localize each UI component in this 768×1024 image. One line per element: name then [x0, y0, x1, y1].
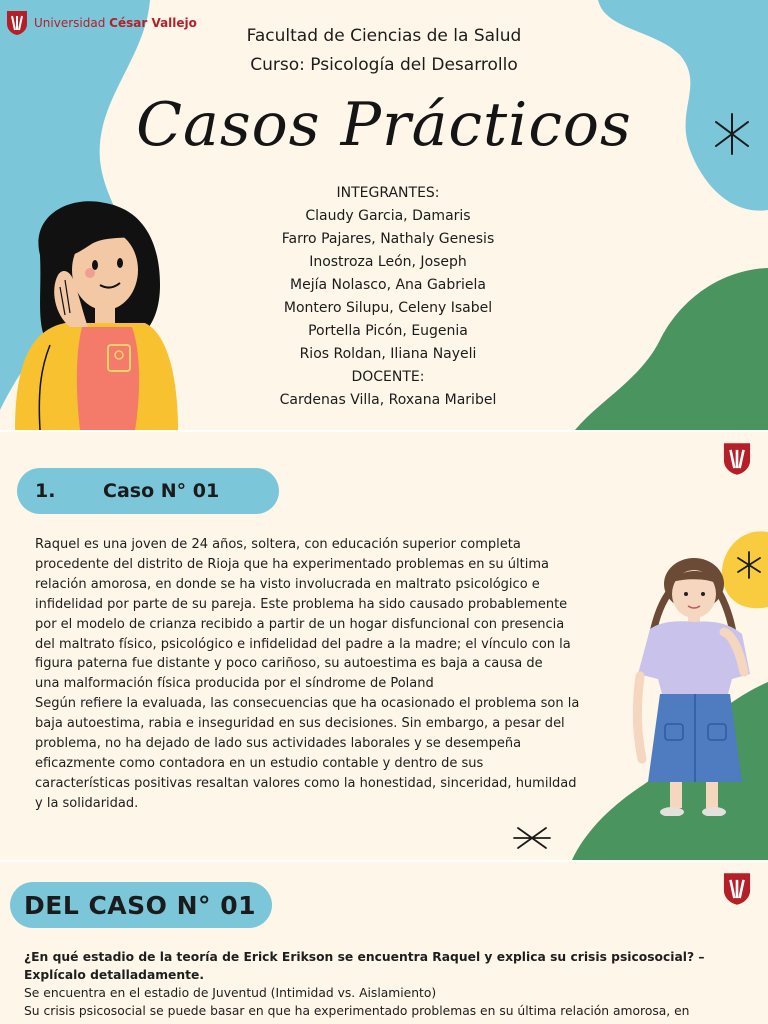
question-block — [24, 948, 744, 1020]
case-number: 1. — [35, 480, 56, 502]
cover-page — [0, 0, 768, 430]
teacher-name: Cardenas Villa, Roxana Maribel — [279, 392, 497, 408]
section-title-pill — [10, 882, 272, 928]
case-description — [35, 535, 625, 814]
ucv-shield-logo-icon — [722, 442, 752, 476]
faculty-heading: Facultad de Ciencias de la Salud — [246, 26, 522, 46]
woman-illustration-icon — [10, 195, 180, 430]
case-title-pill — [17, 468, 279, 514]
member-name: Montero Silupu, Celeny Isabel — [283, 300, 493, 316]
case-text-line: relación amorosa, en donde se ha visto involucrada en maltrato psicológico e — [35, 576, 540, 592]
case-text-line: eficazmente como contadora en un estudio contable y dentro de sus — [35, 755, 484, 771]
member-name: Rios Roldan, Iliana Nayeli — [299, 346, 477, 362]
university-name: Universidad César Vallejo — [34, 16, 197, 30]
girl-illustration-icon — [620, 554, 755, 816]
answer-line: Su crisis psicosocial se puede basar en que ha experimentado problemas en su última relación amorosa, en — [24, 1004, 690, 1018]
members-heading: INTEGRANTES: — [336, 185, 440, 201]
member-name: Portella Picón, Eugenia — [308, 323, 468, 339]
case-text-line: Según refiere la evaluada, las consecuencias que ha ocasionado el problema son la — [35, 696, 580, 712]
teacher-heading: DOCENTE: — [351, 369, 425, 385]
question-line: Explícalo detalladamente. — [24, 968, 205, 982]
case-text-line: características positivas resaltan valores como la honestidad, sinceridad, humildad — [35, 775, 577, 791]
case-text-line: procedente del distrito de Rioja que ha experimentado problemas en su última — [35, 556, 549, 572]
section-title: DEL CASO N° 01 — [24, 890, 257, 920]
case-title: Caso N° 01 — [103, 480, 220, 502]
member-name: Farro Pajares, Nathaly Genesis — [281, 231, 495, 247]
asterisk-doodle-icon — [512, 822, 552, 854]
case-text-line: una malformación física producida por el síndrome de Poland — [35, 676, 434, 692]
case-page — [0, 432, 768, 860]
case-text-line: por el modelo de crianza recibido a partir de un hogar disfuncional con presencia — [35, 616, 565, 632]
case-text-line: y la solidaridad. — [35, 795, 139, 811]
course-heading: Curso: Psicología del Desarrollo — [250, 55, 518, 75]
case-text-line: problema, no ha dejado de lado sus actividades laborales y se desempeña — [35, 736, 522, 752]
members-list — [240, 182, 536, 412]
question-line: ¿En qué estadio de la teoría de Erick Erikson se encuentra Raquel y explica su crisis psicosocial? – — [24, 950, 705, 964]
member-name: Claudy Garcia, Damaris — [305, 208, 471, 224]
ucv-shield-logo-icon — [722, 872, 752, 906]
case-text-line: del maltrato físico, psicológico e infidelidad del padre a la madre; el vínculo con la — [35, 636, 571, 652]
case-text-line: infidelidad por parte de su pareja. Este problema ha sido causado probablemente — [35, 596, 568, 612]
document-title: Casos Prácticos — [136, 90, 632, 160]
case-text-line: figura paterna fue distante y poco cariñoso, su autoestima es baja a causa de — [35, 656, 543, 672]
case-text-line: Raquel es una joven de 24 años, soltera, con educación superior completa — [35, 537, 521, 552]
member-name: Inostroza León, Joseph — [309, 254, 467, 270]
case-text-line: baja autoestima, rabia e inseguridad en sus decisiones. Sin embargo, a pesar del — [35, 716, 565, 732]
answer-line: Se encuentra en el estadio de Juventud (Intimidad vs. Aislamiento) — [24, 986, 437, 1000]
member-name: Mejía Nolasco, Ana Gabriela — [290, 277, 486, 293]
questions-page — [0, 862, 768, 1024]
